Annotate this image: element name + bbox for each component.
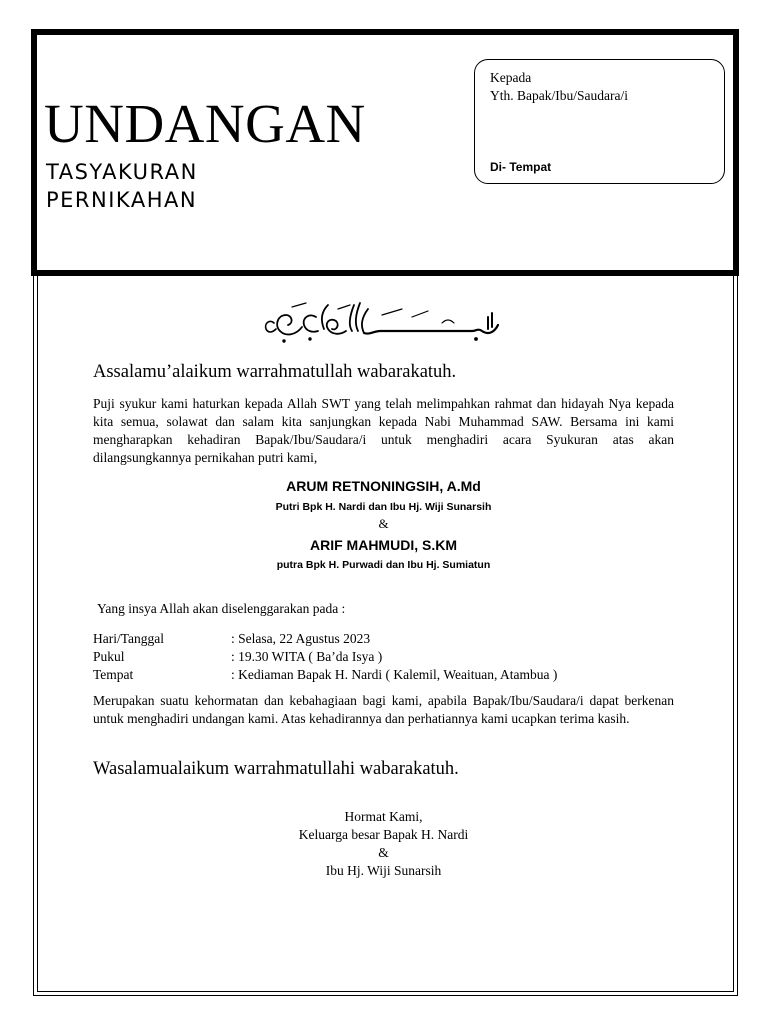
closing-greeting: Wasalamualaikum warrahmatullahi wabarakatuh.: [93, 759, 459, 779]
invitation-subtitle-line1: TASYAKURAN: [46, 160, 198, 184]
groom-parents: putra Bpk H. Purwadi dan Ibu Hj. Sumiatun: [276, 559, 491, 571]
signature-ampersand: &: [378, 845, 389, 860]
detail-label-place: Tempat: [93, 667, 134, 682]
address-recipient: Yth. Bapak/Ibu/Saudara/i: [490, 88, 628, 103]
event-intro: Yang insya Allah akan diselenggarakan pada :: [97, 601, 346, 616]
opening-paragraph: Puji syukur kami haturkan kepada Allah SWT yang telah melimpahkan rahmat dan hidayah Nya kepada kita semua, solawat dan salam kita sanjungkan kepada Nabi Muhammad SAW. Bersama ini kami mengharapkan kehadiran Bapak/Ibu/Saudara/i untuk menghadiri acara Syukuran atas akan dilangsungkannya pernikahan putri kami,: [93, 396, 674, 465]
bride-parents: Putri Bpk H. Nardi dan Ibu Hj. Wiji Sunarsih: [275, 501, 492, 513]
detail-label-time: Pukul: [93, 649, 125, 664]
detail-value-date: : Selasa, 22 Agustus 2023: [231, 631, 371, 646]
address-tempat: Di- Tempat: [490, 160, 552, 174]
detail-value-time: : 19.30 WITA ( Ba’da Isya ): [231, 649, 383, 664]
signature-family: Keluarga besar Bapak H. Nardi: [298, 827, 469, 842]
couple-ampersand: &: [378, 516, 389, 531]
detail-label-date: Hari/Tanggal: [93, 631, 165, 646]
signature-mother: Ibu Hj. Wiji Sunarsih: [325, 863, 442, 878]
closing-paragraph: Merupakan suatu kehormatan dan kebahagiaan bagi kami, apabila Bapak/Ibu/Saudara/i dapat berkenan untuk menghadiri undangan kami. Atas kehadirannya dan perhatiannya kami ucapkan terima kasih.: [93, 693, 674, 726]
bride-name: ARUM RETNONINGSIH, A.Md: [286, 478, 481, 494]
basmalah-calligraphy-icon: [262, 295, 502, 345]
opening-greeting: Assalamu’alaikum warrahmatullah wabarakatuh.: [93, 362, 457, 382]
detail-value-place: : Kediaman Bapak H. Nardi ( Kalemil, Weaituan, Atambua ): [231, 667, 558, 682]
signature-regards: Hormat Kami,: [344, 809, 423, 824]
address-kepada: Kepada: [490, 70, 532, 85]
invitation-subtitle-line2: PERNIKAHAN: [46, 188, 198, 212]
invitation-title: UNDANGAN: [44, 93, 366, 154]
groom-name: ARIF MAHMUDI, S.KM: [310, 537, 457, 553]
